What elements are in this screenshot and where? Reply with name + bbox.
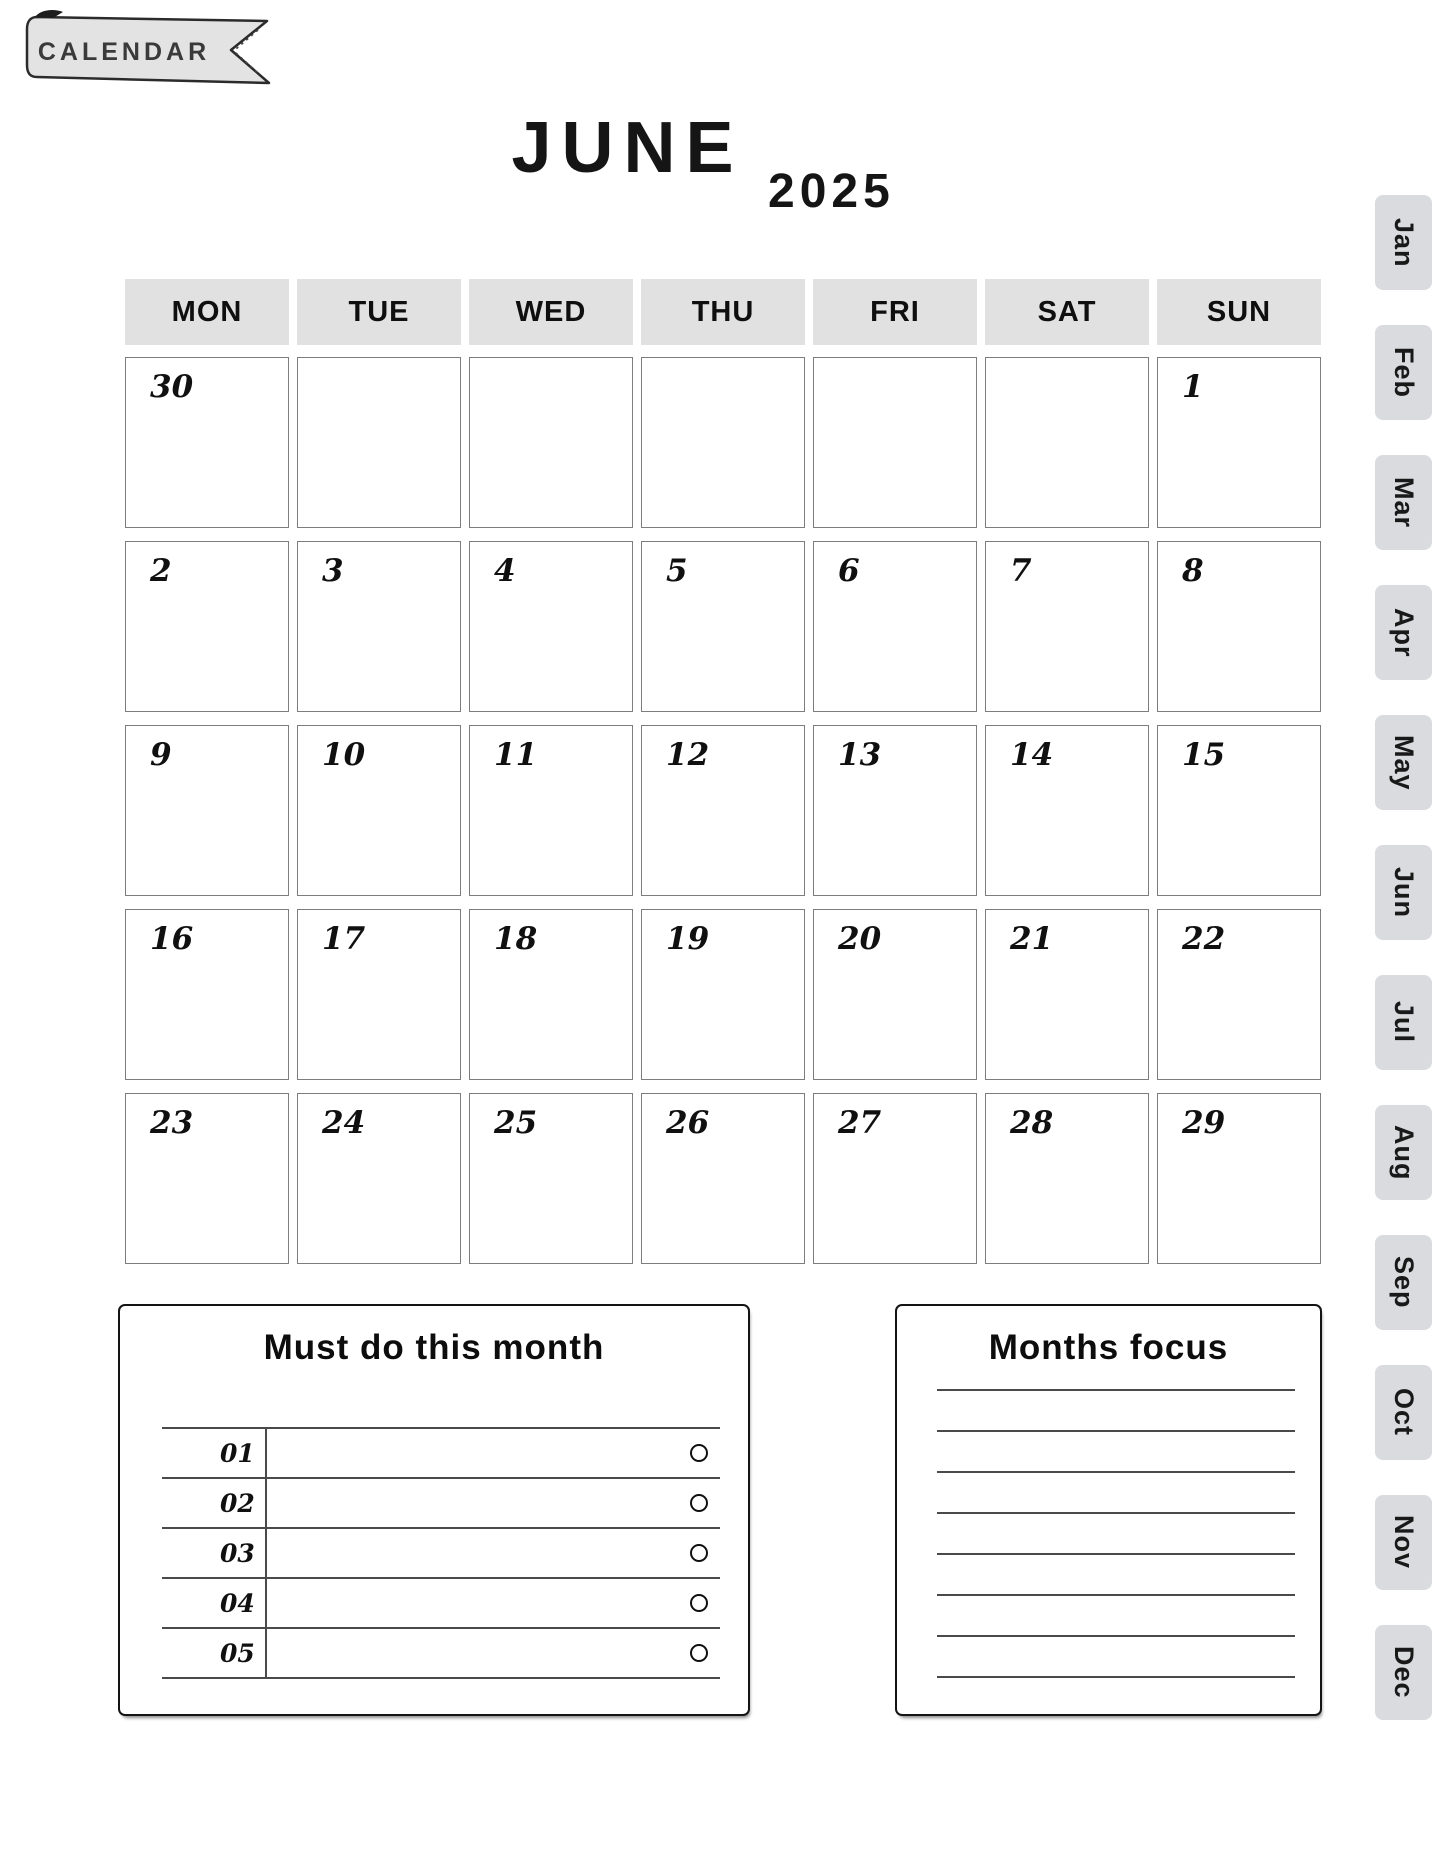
day-cell-26: [641, 1093, 805, 1264]
day-number: 3: [322, 553, 344, 589]
day-cell-8: [1157, 541, 1321, 712]
day-cell-9: [125, 725, 289, 896]
day-number: 2: [150, 553, 172, 589]
weekday-cell-mon: MON: [125, 279, 289, 345]
tab-jul[interactable]: Jul: [1375, 975, 1432, 1070]
focus-writing-line: [937, 1555, 1295, 1596]
calendar-grid: [125, 279, 1321, 1264]
day-number: 16: [150, 921, 194, 957]
day-number: 18: [494, 921, 538, 957]
day-cell-2: [125, 541, 289, 712]
day-number: 20: [838, 921, 882, 957]
day-cell-12: [641, 725, 805, 896]
tab-apr[interactable]: Apr: [1375, 585, 1432, 680]
day-number: 25: [494, 1105, 538, 1141]
todo-number: 01: [162, 1429, 267, 1477]
day-cell-15: [1157, 725, 1321, 896]
day-cell-4: [469, 541, 633, 712]
tab-may[interactable]: May: [1375, 715, 1432, 810]
day-number: 28: [1010, 1105, 1054, 1141]
day-cell-empty: [813, 357, 977, 528]
day-cell-27: [813, 1093, 977, 1264]
day-number: 9: [150, 737, 172, 773]
day-number: 12: [666, 737, 710, 773]
day-cell-empty: [985, 357, 1149, 528]
day-number: 21: [1010, 921, 1054, 957]
day-number: 6: [838, 553, 860, 589]
day-cell-22: [1157, 909, 1321, 1080]
day-cell-5: [641, 541, 805, 712]
focus-lines: [937, 1350, 1295, 1678]
day-number: 7: [1010, 553, 1032, 589]
day-number: 26: [666, 1105, 710, 1141]
months-focus-title: Months focus: [988, 1328, 1229, 1367]
day-number: 1: [1182, 369, 1204, 405]
tab-jan[interactable]: Jan: [1375, 195, 1432, 290]
day-number: [814, 358, 976, 370]
todo-row-04: [162, 1579, 720, 1629]
day-cell-empty: [469, 357, 633, 528]
day-cell-25: [469, 1093, 633, 1264]
day-number: 22: [1182, 921, 1226, 957]
tab-dec[interactable]: Dec: [1375, 1625, 1432, 1720]
todo-check-circle[interactable]: [690, 1444, 708, 1462]
day-cell-7: [985, 541, 1149, 712]
day-cell-30: [125, 357, 289, 528]
day-number: 29: [1182, 1105, 1226, 1141]
page-title-year: 2025: [768, 165, 895, 218]
weekday-cell-fri: FRI: [813, 279, 977, 345]
day-number: 11: [494, 737, 538, 773]
day-cell-3: [297, 541, 461, 712]
day-number: 30: [150, 369, 194, 405]
focus-writing-line: [937, 1514, 1295, 1555]
tab-jun[interactable]: Jun: [1375, 845, 1432, 940]
weekday-cell-sun: SUN: [1157, 279, 1321, 345]
must-do-box: [118, 1304, 750, 1716]
calendar-banner: [22, 8, 274, 88]
focus-writing-line: [937, 1473, 1295, 1514]
day-number: 15: [1182, 737, 1226, 773]
focus-writing-line: [937, 1391, 1295, 1432]
day-number: [986, 358, 1148, 370]
day-number: 17: [322, 921, 366, 957]
must-do-title: Must do this month: [263, 1328, 605, 1367]
day-cell-28: [985, 1093, 1149, 1264]
day-number: 19: [666, 921, 710, 957]
weekday-header-row: [125, 279, 1321, 345]
focus-writing-line: [937, 1350, 1295, 1391]
day-cell-16: [125, 909, 289, 1080]
day-cell-20: [813, 909, 977, 1080]
day-number: 27: [838, 1105, 882, 1141]
day-number: 5: [666, 553, 688, 589]
day-cell-24: [297, 1093, 461, 1264]
todo-check-circle[interactable]: [690, 1594, 708, 1612]
todo-number: 05: [162, 1629, 267, 1677]
todo-check-circle[interactable]: [690, 1494, 708, 1512]
day-number: 13: [838, 737, 882, 773]
day-cell-empty: [641, 357, 805, 528]
weekday-cell-tue: TUE: [297, 279, 461, 345]
day-number: [642, 358, 804, 370]
todo-row-01: [162, 1429, 720, 1479]
day-number: 24: [322, 1105, 366, 1141]
day-number: 8: [1182, 553, 1204, 589]
day-number: 14: [1010, 737, 1054, 773]
weekday-cell-sat: SAT: [985, 279, 1149, 345]
day-cell-21: [985, 909, 1149, 1080]
day-cell-1: [1157, 357, 1321, 528]
day-cell-11: [469, 725, 633, 896]
tab-sep[interactable]: Sep: [1375, 1235, 1432, 1330]
weekday-cell-thu: THU: [641, 279, 805, 345]
tab-feb[interactable]: Feb: [1375, 325, 1432, 420]
todo-row-02: [162, 1479, 720, 1529]
todo-check-circle[interactable]: [690, 1644, 708, 1662]
todo-number: 04: [162, 1579, 267, 1627]
day-cell-29: [1157, 1093, 1321, 1264]
todo-list: [162, 1427, 720, 1679]
focus-writing-line: [937, 1432, 1295, 1473]
todo-number: 02: [162, 1479, 267, 1527]
focus-writing-line: [937, 1596, 1295, 1637]
todo-check-circle[interactable]: [690, 1544, 708, 1562]
tab-nov[interactable]: Nov: [1375, 1495, 1432, 1590]
calendar-body: [125, 357, 1321, 1264]
todo-number: 03: [162, 1529, 267, 1577]
day-cell-empty: [297, 357, 461, 528]
focus-writing-line: [937, 1637, 1295, 1678]
tab-mar[interactable]: Mar: [1375, 455, 1432, 550]
month-tabs: [1375, 195, 1432, 1755]
day-cell-14: [985, 725, 1149, 896]
day-cell-19: [641, 909, 805, 1080]
tab-aug[interactable]: Aug: [1375, 1105, 1432, 1200]
day-cell-10: [297, 725, 461, 896]
day-number: [470, 358, 632, 370]
weekday-cell-wed: WED: [469, 279, 633, 345]
todo-row-03: [162, 1529, 720, 1579]
day-cell-18: [469, 909, 633, 1080]
day-number: 4: [494, 553, 516, 589]
months-focus-box: [895, 1304, 1322, 1716]
todo-row-05: [162, 1629, 720, 1679]
day-cell-23: [125, 1093, 289, 1264]
tab-oct[interactable]: Oct: [1375, 1365, 1432, 1460]
day-number: 23: [150, 1105, 194, 1141]
page-title-month: JUNE: [511, 108, 744, 188]
day-cell-17: [297, 909, 461, 1080]
day-number: [298, 358, 460, 370]
day-cell-13: [813, 725, 977, 896]
day-cell-6: [813, 541, 977, 712]
banner-label: CALENDAR: [37, 38, 211, 66]
day-number: 10: [322, 737, 366, 773]
